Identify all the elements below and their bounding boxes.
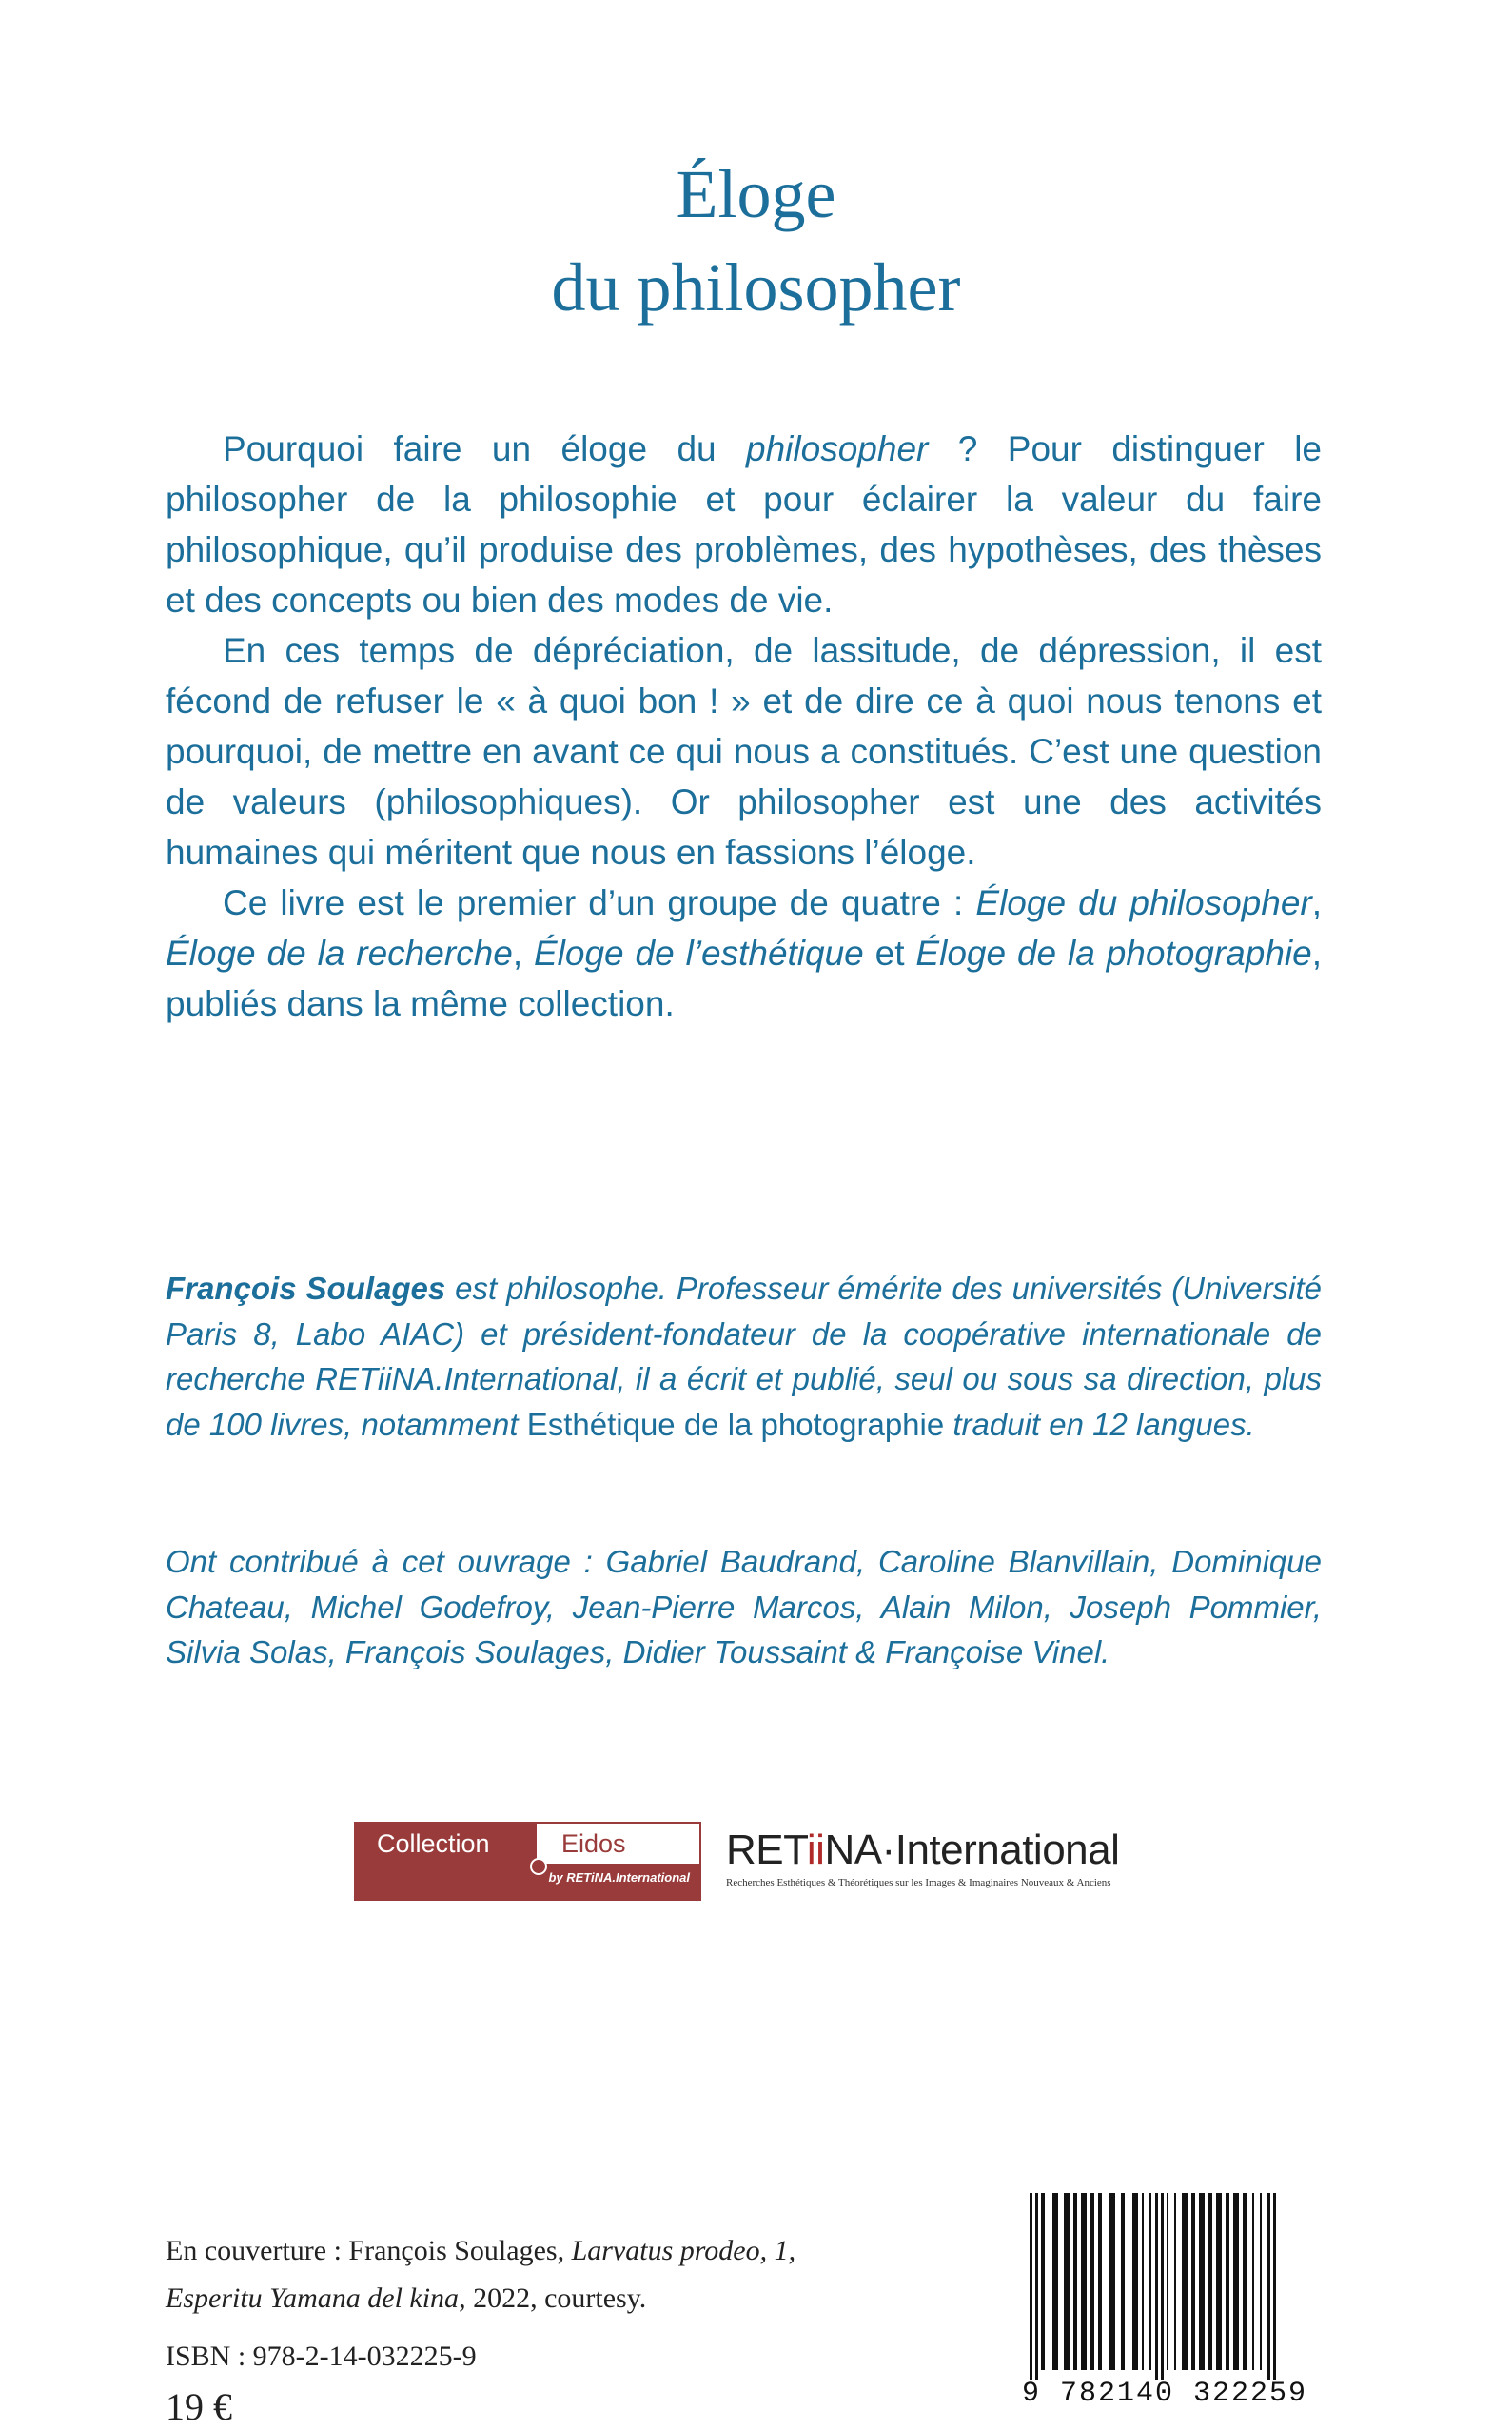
logo-by-label: by RETiNA.International xyxy=(548,1870,690,1885)
barcode-bar xyxy=(1243,2193,1247,2370)
title-line-1: Éloge xyxy=(676,156,836,232)
barcode-bar xyxy=(1167,2193,1168,2370)
collection-eidos-logo xyxy=(354,1822,701,1901)
barcode-bar xyxy=(1260,2193,1262,2370)
retina-name-part: RET xyxy=(726,1827,807,1873)
barcode-bar xyxy=(1132,2193,1138,2370)
barcode-bar xyxy=(1121,2193,1125,2370)
retina-tagline: Recherches Esthétiques & Théorétiques sur les Images & Imaginaires Nouveaux & Anciens xyxy=(726,1877,1111,1888)
barcode-bar xyxy=(1142,2193,1144,2370)
summary xyxy=(166,424,1322,1029)
logo-dot xyxy=(530,1858,547,1875)
barcode-bar xyxy=(1267,2193,1270,2380)
barcode-bar xyxy=(1226,2193,1229,2370)
summary-paragraph-1 xyxy=(166,424,1322,625)
logo-eidos-label: Eidos xyxy=(561,1829,626,1858)
barcode-bar xyxy=(1182,2193,1188,2370)
contributors: Ont contribué à cet ouvrage : Gabriel Baudrand, Caroline Blanvillain, Dominique Chateau, Michel Godefroy, Jean-Pierre Marcos, Alain Milon, Joseph Pommier, Silvia Solas, François Soulages, Didier Toussaint & Françoise Vinel. xyxy=(166,1544,1322,1669)
barcode-bar xyxy=(1098,2193,1102,2370)
summary-text: ? Pour distinguer le philosopher de la philosophie et pour éclairer la valeur du faire philosophique, qu’il produise des problèmes, des hypothèses, des thèses et des concepts ou bien des modes de vie. xyxy=(166,429,1322,620)
author-bio-text: est philosophe. Professeur émérite des universités (Université Paris 8, Labo AIAC) et président-fondateur de la coopérative internationale de recherche RETiiNA.International, il a écrit et publié, seul ou sous sa direction, plus de 100 livres, notamment xyxy=(166,1271,1322,1442)
barcode-bar xyxy=(1216,2193,1222,2370)
barcode-bar xyxy=(1064,2193,1070,2370)
credit-work: Larvatus prodeo, 1, xyxy=(571,2235,796,2266)
barcode-bar xyxy=(1052,2193,1058,2370)
summary-text: , xyxy=(1311,883,1322,922)
barcode xyxy=(1016,2191,1313,2410)
barcode-bar xyxy=(1273,2193,1276,2380)
cover-credit xyxy=(166,2227,889,2322)
logo-collection-label: Collection xyxy=(356,1824,537,1864)
retina-name-ii: ii xyxy=(806,1827,825,1873)
barcode-bar xyxy=(1174,2193,1176,2370)
author-bio-text: traduit en 12 langues. xyxy=(944,1406,1255,1442)
summary-emphasis: philosopher xyxy=(746,429,929,468)
barcode-bar xyxy=(1109,2193,1115,2370)
summary-paragraph-3 xyxy=(166,878,1322,1029)
summary-text: Pourquoi faire un éloge du xyxy=(223,429,747,468)
book-title-ref: Éloge de la photographie xyxy=(915,934,1312,973)
barcode-bar xyxy=(1030,2193,1032,2380)
retina-international-logo xyxy=(726,1826,1145,1902)
barcode-bar xyxy=(1252,2193,1254,2370)
barcode-bar xyxy=(1199,2193,1205,2370)
barcode-bar xyxy=(1041,2193,1045,2370)
summary-text: , xyxy=(512,934,534,973)
credit-work: Esperitu Yamana del kina xyxy=(166,2282,460,2314)
barcode-bar xyxy=(1081,2193,1087,2370)
barcode-bar xyxy=(1208,2193,1212,2370)
barcode-bar xyxy=(1090,2193,1094,2370)
price: 19 € xyxy=(166,2385,232,2428)
book-title-ref: Éloge de l’esthétique xyxy=(534,934,864,973)
author-name: François Soulages xyxy=(166,1271,446,1306)
barcode-bar xyxy=(1035,2193,1038,2380)
summary-text: et xyxy=(863,934,916,973)
isbn: ISBN : 978-2-14-032225-9 xyxy=(166,2341,477,2372)
author-bio xyxy=(166,1266,1322,1447)
barcode-bar xyxy=(1149,2193,1151,2370)
credit-text: , 2022, courtesy. xyxy=(459,2282,647,2314)
barcode-bar xyxy=(1161,2193,1164,2380)
title-line-2: du philosopher xyxy=(551,249,961,326)
barcode-bars xyxy=(1016,2191,1313,2381)
book-title-ref: Éloge du philosopher xyxy=(975,883,1312,922)
barcode-bar xyxy=(1191,2193,1195,2370)
book-title xyxy=(0,148,1512,334)
retina-name xyxy=(726,1826,1145,1875)
credit-text: En couverture : François Soulages, xyxy=(166,2235,572,2266)
retina-name-part: NA·International xyxy=(824,1827,1120,1873)
barcode-digits: 9 782140 322259 xyxy=(1021,2378,1308,2410)
book-title-ref: Éloge de la recherche xyxy=(166,934,513,973)
summary-paragraph-2: En ces temps de dépréciation, de lassitude, de dépression, il est fécond de refuser le « à quoi bon ! » et de dire ce à quoi nous tenons et pourquoi, de mettre en avant ce qui nous a constitués. C’est une question de valeurs (philosophiques). Or philosopher est une des activités humaines qui méritent que nous en fassions l’éloge. xyxy=(166,631,1322,872)
barcode-bar xyxy=(1073,2193,1077,2370)
summary-text: , publiés dans la même collection. xyxy=(166,934,1322,1023)
barcode-bar xyxy=(1233,2193,1239,2370)
barcode-bar xyxy=(1155,2193,1158,2380)
summary-text: Ce livre est le premier d’un groupe de quatre : xyxy=(223,883,976,922)
author-book-title: Esthétique de la photographie xyxy=(526,1406,945,1442)
